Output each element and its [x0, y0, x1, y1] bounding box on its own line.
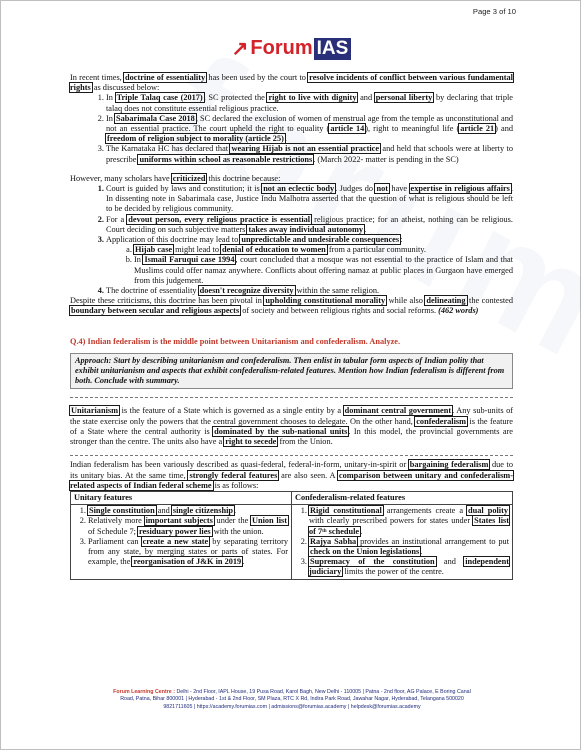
text-run: of society and between religious rights and social reforms. — [240, 306, 437, 316]
text-run: limits the power of the centre. — [342, 567, 444, 577]
text-run: Despite these criticisms, this doctrine has been pivotal in — [70, 296, 265, 306]
text-run: this doctrine because: — [206, 173, 281, 183]
text-run: due to its unitary bias. At the same time, — [70, 460, 513, 480]
highlighted-term: boundary between secular and religious aspects — [71, 306, 240, 316]
highlighted-term: expertise in religious affairs — [410, 184, 510, 194]
highlighted-term: dominant central government — [344, 406, 452, 416]
highlighted-term: denial of education to women — [222, 245, 326, 255]
unitary-list — [74, 506, 288, 567]
highlighted-term: confederalism — [416, 416, 467, 426]
highlighted-term: comparison between unitary and confederalism-related aspects of Indian federal scheme — [70, 470, 513, 490]
question-heading: Q.4) Indian federalism is the middle point between Unitarianism and confederalism. Analyze. — [70, 336, 401, 346]
criticism-list — [70, 184, 513, 296]
text-run: Court is guided by laws and constitution; it is — [106, 184, 263, 194]
text-run: from a particular community. — [326, 245, 426, 255]
highlighted-term: devout person, every religious practice is essential — [128, 214, 311, 224]
page-content — [70, 73, 513, 580]
list-item — [88, 516, 288, 536]
text-run: within the same religion. — [294, 286, 380, 296]
text-run: and — [435, 557, 465, 567]
highlighted-term: delineating — [426, 296, 466, 306]
intro-paragraph — [70, 73, 513, 93]
highlighted-term: upholding constitutional morality — [265, 296, 386, 306]
footer-line-2: Road, Patna, Bihar 800001 | Hyderabad - 1st & 2nd Floor, SM Plaza, RTC X Rd, Indira Park Road, Jawahar Nagar, Hyderabad, Telangana 500020 — [120, 696, 464, 703]
highlighted-term: independent judiciary — [309, 557, 509, 577]
text-run: Relatively more — [88, 516, 145, 526]
highlighted-term: not an eclectic body — [263, 184, 335, 194]
list-item — [309, 506, 509, 537]
comparison-table — [70, 491, 513, 580]
list-item — [106, 286, 513, 296]
text-run: Parliament can — [88, 536, 142, 546]
highlighted-term: Hijab case — [135, 245, 173, 255]
highlighted-term: personal liberty — [375, 93, 433, 103]
text-run: and — [357, 93, 375, 103]
table-cell — [292, 505, 513, 579]
highlighted-term: takes away individual autonomy — [248, 224, 364, 234]
approach-box: Approach: Start by describing unitarianism and confederalism. Then enlist in tabular form aspects of Indian polity that exhibit unitarianism and aspects that exhibit confederalism-related features. Mention how Indian federalism is different from both. Conclude with summary. — [70, 353, 513, 390]
text-run: Indian federalism has been variously described as quasi-federal, federal-in-form, unitary-in-spirit or — [70, 460, 409, 470]
highlighted-term: freedom of religion subject to morality (article 25) — [107, 134, 284, 144]
text-run: , SC declared the exclusion of women of menstrual age from the temple as unconstitutional and not an essential practice. The court upheld the right to equality ( — [106, 113, 513, 134]
text-run: . In dissenting note in Sabarimala case, Justice Indu Malhotra asserted that the question of what is religious should be left to be decided by religious community. — [106, 184, 513, 214]
list-item — [106, 144, 513, 164]
highlighted-term: Supremacy of the constitution — [310, 557, 435, 567]
text-run: However, many scholars have — [70, 173, 172, 183]
highlighted-term: Union list — [252, 516, 287, 526]
highlighted-term: article 14 — [330, 124, 365, 134]
footer-label: Forum Learning Centre : — [113, 689, 175, 695]
list-item — [309, 537, 509, 557]
highlighted-term: Ismail Faruqui case 1994 — [144, 255, 235, 265]
highlighted-term: dominated by the sub-national units — [214, 426, 348, 436]
text-run: . (March 2022- matter is pending in the SC) — [313, 154, 459, 164]
list-item — [106, 114, 513, 145]
list-item — [106, 235, 513, 286]
highlighted-term: check on the Union legislations — [310, 546, 420, 556]
page-number: Page 3 of 10 — [472, 7, 516, 16]
text-run: . — [284, 134, 287, 144]
highlighted-term: bargaining federalism — [409, 460, 489, 470]
highlighted-term: strongly federal features — [189, 470, 278, 480]
column-header: Unitary features — [71, 491, 292, 504]
highlighted-term: create a new state — [142, 536, 209, 546]
list-item — [88, 537, 288, 568]
text-run: . — [364, 224, 367, 234]
text-run: have — [388, 184, 410, 194]
highlighted-term: right to live with dignity — [268, 93, 357, 103]
highlighted-term: right to secede — [225, 437, 277, 447]
text-run: and held that schools were at liberty to prescribe — [106, 144, 513, 164]
logo-ias-text: IAS — [314, 38, 352, 60]
highlighted-term: residuary power lies — [139, 526, 211, 536]
cases-list — [70, 93, 513, 164]
logo-forum-text: Forum — [250, 37, 313, 59]
text-run: by declaring that triple talaq does not constitute essential religious practice. — [106, 93, 513, 113]
criticism-paragraph — [70, 174, 513, 184]
text-run: . — [234, 506, 237, 516]
highlighted-term: dual polity — [468, 506, 509, 516]
highlighted-term: Rigid constitutional — [310, 506, 382, 516]
text-run: religious practice; for an atheist, nothing can be religious. Court deciding on such subjective matters — [106, 214, 513, 234]
highlighted-term: reorganisation of J&K in 2019 — [133, 557, 242, 567]
text-run: The doctrine of essentiality — [106, 286, 199, 296]
highlighted-term: unpredictable and undesirable consequences — [241, 235, 400, 245]
highlighted-term: Single constitution — [89, 506, 155, 516]
text-run: with clearly prescribed powers for states under — [309, 516, 474, 526]
text-run: The Karnataka HC has declared that — [106, 144, 231, 154]
text-run: by separating territory from any state, by merging states or parts of states. For example, the — [88, 536, 288, 567]
list-item — [106, 184, 513, 215]
list-item — [134, 245, 513, 255]
column-header: Confederalism-related features — [292, 491, 513, 504]
footer-line-1: Delhi - 2nd Floor, IAPL House, 19 Pusa Road, Karol Bagh, New Delhi - 110005 | Patna - 2nd floor, AG Palace, E Boring Canal — [174, 689, 471, 695]
text-run: has been used by the court to — [206, 73, 309, 82]
highlighted-term: doesn't recognize diversity — [199, 286, 294, 296]
highlighted-term: States list of 7ᵗʰ schedule — [309, 516, 509, 536]
page-footer — [65, 689, 519, 711]
highlighted-term: Triple Talaq case (2017) — [116, 93, 203, 103]
highlighted-term: Sabarimala Case 2018 — [116, 113, 195, 123]
text-run: In — [106, 113, 115, 123]
highlighted-term: criticized — [172, 173, 206, 183]
highlighted-term: important subjects — [145, 516, 213, 526]
table-cell — [71, 505, 292, 579]
text-run: : — [400, 235, 403, 245]
highlight: resolve incidents of conflict between various fundamental rights — [70, 73, 513, 93]
list-item — [106, 215, 513, 235]
text-run: . Judges do — [335, 184, 376, 194]
conclusion-paragraph — [70, 296, 513, 316]
text-run: In recent times, — [70, 73, 125, 82]
highlighted-term: uniforms within school as reasonable restrictions — [139, 154, 313, 164]
text-run: the contested — [466, 296, 513, 306]
text-run: provides an institutional arrangement to put — [357, 536, 509, 546]
divider — [70, 455, 513, 456]
text-run: is the feature of a State where the central authority is — [70, 416, 513, 436]
text-run: ), right to meaningful life ( — [365, 124, 460, 134]
text-run: , SC protected the — [203, 93, 268, 103]
highlighted-term: Unitarianism — [71, 406, 119, 416]
unitarianism-paragraph — [70, 406, 513, 447]
list-item — [134, 255, 513, 286]
text-run: . — [242, 557, 245, 567]
text-run: ) and — [495, 124, 513, 134]
text-run: is the feature of a State which is governed as a single entity by a — [119, 406, 344, 416]
highlighted-term: not — [376, 184, 388, 194]
text-run: as discussed below: — [91, 83, 160, 93]
text-run: might lead to — [173, 245, 222, 255]
highlighted-term: article 21 — [460, 124, 495, 134]
text-run: In — [134, 255, 144, 265]
word-count: (462 words) — [438, 306, 479, 316]
indian-federalism-paragraph — [70, 460, 513, 491]
highlighted-term: Rajya Sabha — [310, 536, 357, 546]
text-run: , court concluded that a mosque was not essential to the practice of Islam and that Muslims could offer namaz anywhere. Conflicts about offering namaz at public places in Gurgaon have emerged from this judgement. — [134, 255, 513, 285]
text-run: are also seen. A — [278, 470, 338, 480]
highlighted-term: wearing Hijab is not an essential practice — [231, 144, 380, 154]
list-item — [106, 93, 513, 113]
arrow-logo-icon: ↗ — [231, 38, 249, 60]
text-run: . Any sub-units of the state exercise only the powers that the central government chooses to delegate. On the other hand, — [70, 406, 514, 426]
footer-line-3[interactable]: 9821711605 | https://academy.forumias.com | admissions@forumias.academy | helpdesk@forumias.academy — [163, 703, 421, 710]
text-run: of Schedule 7; — [88, 526, 139, 536]
text-run: while also — [386, 296, 426, 306]
text-run: For a — [106, 214, 128, 224]
text-run: In — [106, 93, 116, 103]
text-run: arrangements create a — [382, 506, 468, 516]
text-run: . — [420, 546, 423, 556]
confed-list — [295, 506, 509, 577]
text-run: and — [155, 506, 172, 516]
text-run: Application of this doctrine may lead to — [106, 235, 241, 245]
text-run: . — [360, 526, 363, 536]
text-run: is as follows: — [212, 480, 259, 490]
highlighted-term: single citizenship — [172, 506, 234, 516]
forumias-logo — [1, 37, 581, 60]
text-run: from the Union. — [277, 437, 333, 447]
highlight: doctrine of essentiality — [125, 73, 206, 82]
list-item — [88, 506, 288, 516]
text-run: . In this model, the provincial governments are stronger than the centre. The units also have a — [70, 426, 513, 447]
text-run: with the union. — [211, 526, 264, 536]
text-run: under the — [213, 516, 251, 526]
list-item — [309, 557, 509, 577]
divider — [70, 397, 513, 398]
sub-list — [106, 245, 513, 286]
